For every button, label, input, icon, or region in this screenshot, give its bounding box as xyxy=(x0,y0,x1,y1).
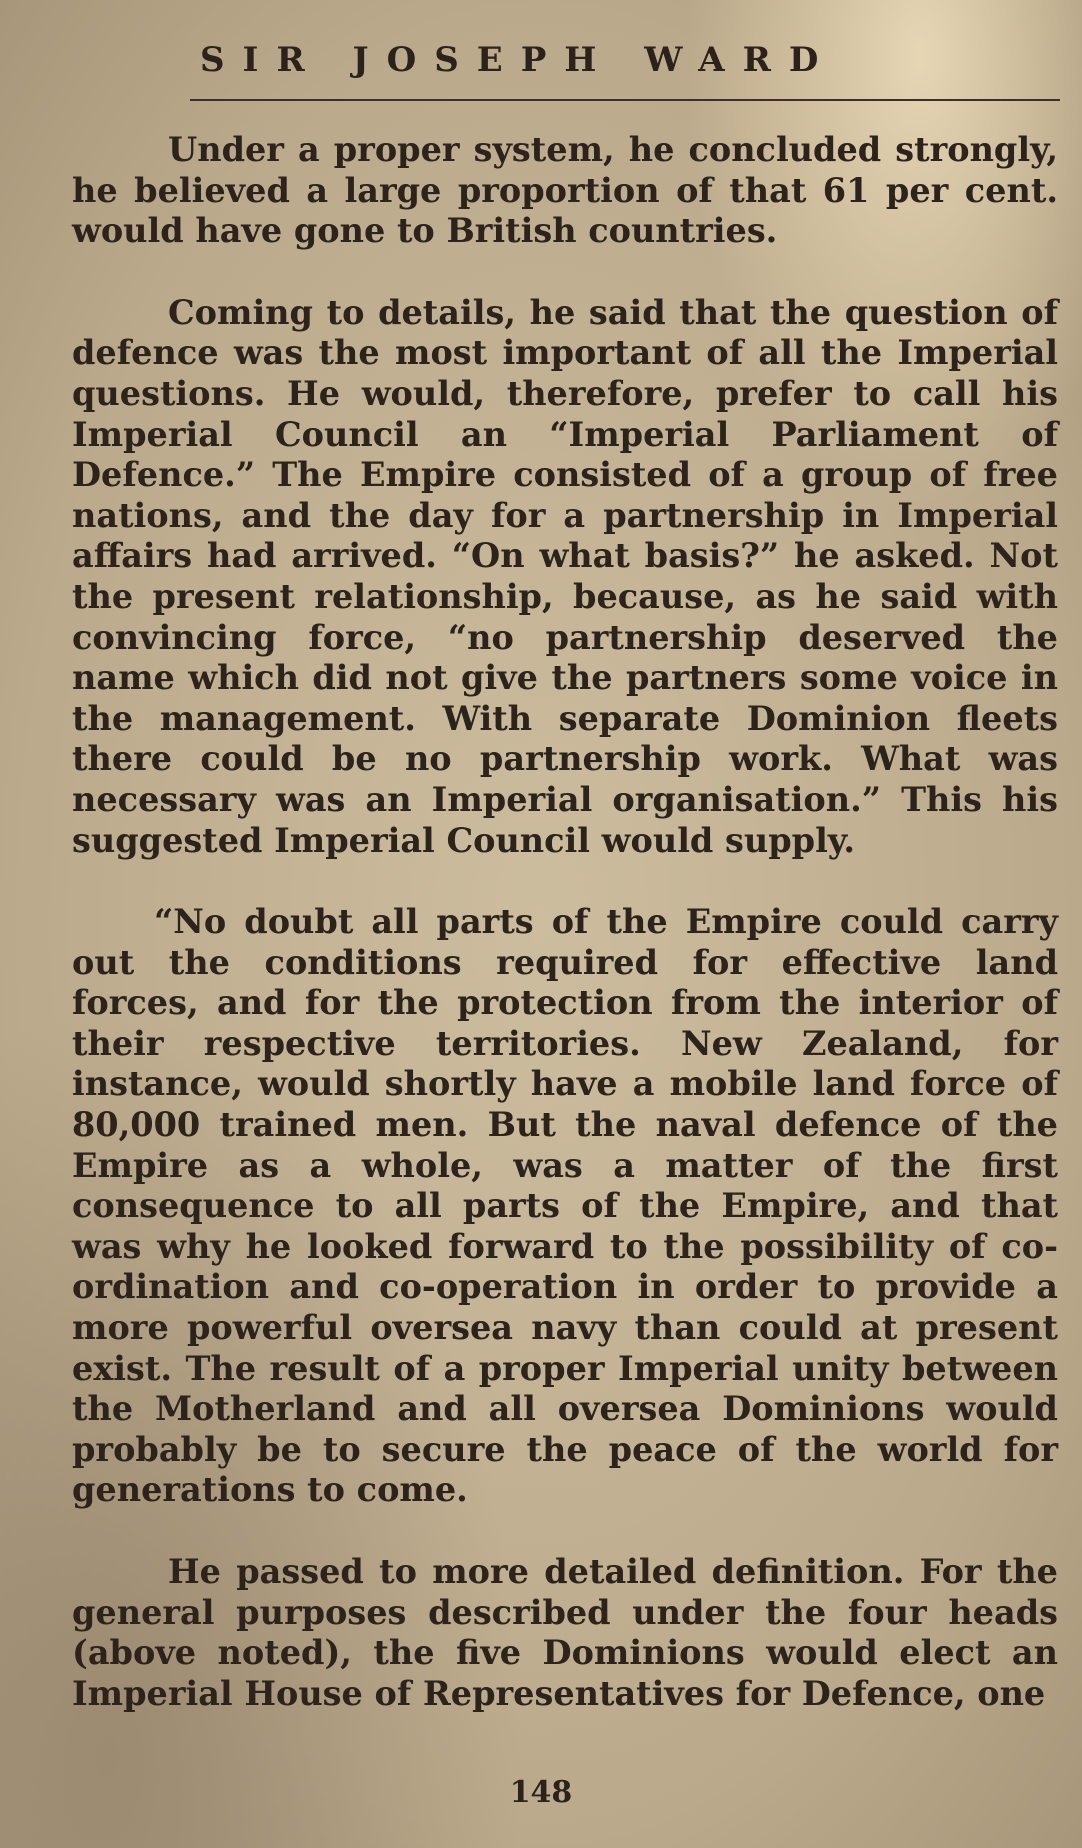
paragraph-4: He passed to more detailed definition. For the general purposes described under the four heads (above noted), the five Dominions would elect an Imperial House of Representatives for Defence, one xyxy=(72,1552,1058,1713)
page-number: 148 xyxy=(509,1775,573,1810)
paragraph-1: Under a proper system, he concluded strongly, he believed a large proportion of that 61 per cent. would have gone to British countries. xyxy=(72,130,1058,251)
paragraph-2: Coming to details, he said that the question of defence was the most important of all the Imperial questions. He would, therefore, prefer to call his Imperial Council an “Imperial Parliament of Defence.” The Empire consisted of a group of free nations, and the day for a partnership in Imperial affairs had arrived. “On what basis?” he asked. Not the present relationship, because, as he said with convincing force, “no partnership deserved the name which did not give the partners some voice in the management. With separate Dominion fleets there could be no partnership work. What was necessary was an Imperial organisation.” This his suggested Imperial Council would supply. xyxy=(72,292,1058,860)
running-header: SIR JOSEPH WARD xyxy=(200,40,837,80)
paragraph-3: “No doubt all parts of the Empire could carry out the conditions required for effective land forces, and for the protection from the interior of their respective territories. New Zealand, for instance, would shortly have a mobile land force of 80,000 trained men. But the naval defence of the Empire as a whole, was a matter of the first consequence to all parts of the Empire, and that was why he looked forward to the possibility of co-ordination and co-operation in order to provide a more powerful oversea navy than could at present exist. The result of a proper Imperial unity between the Motherland and all oversea Dominions would probably be to secure the peace of the world for generations to come. xyxy=(72,902,1058,1510)
body-text xyxy=(72,130,1058,1755)
header-rule xyxy=(190,99,1060,101)
